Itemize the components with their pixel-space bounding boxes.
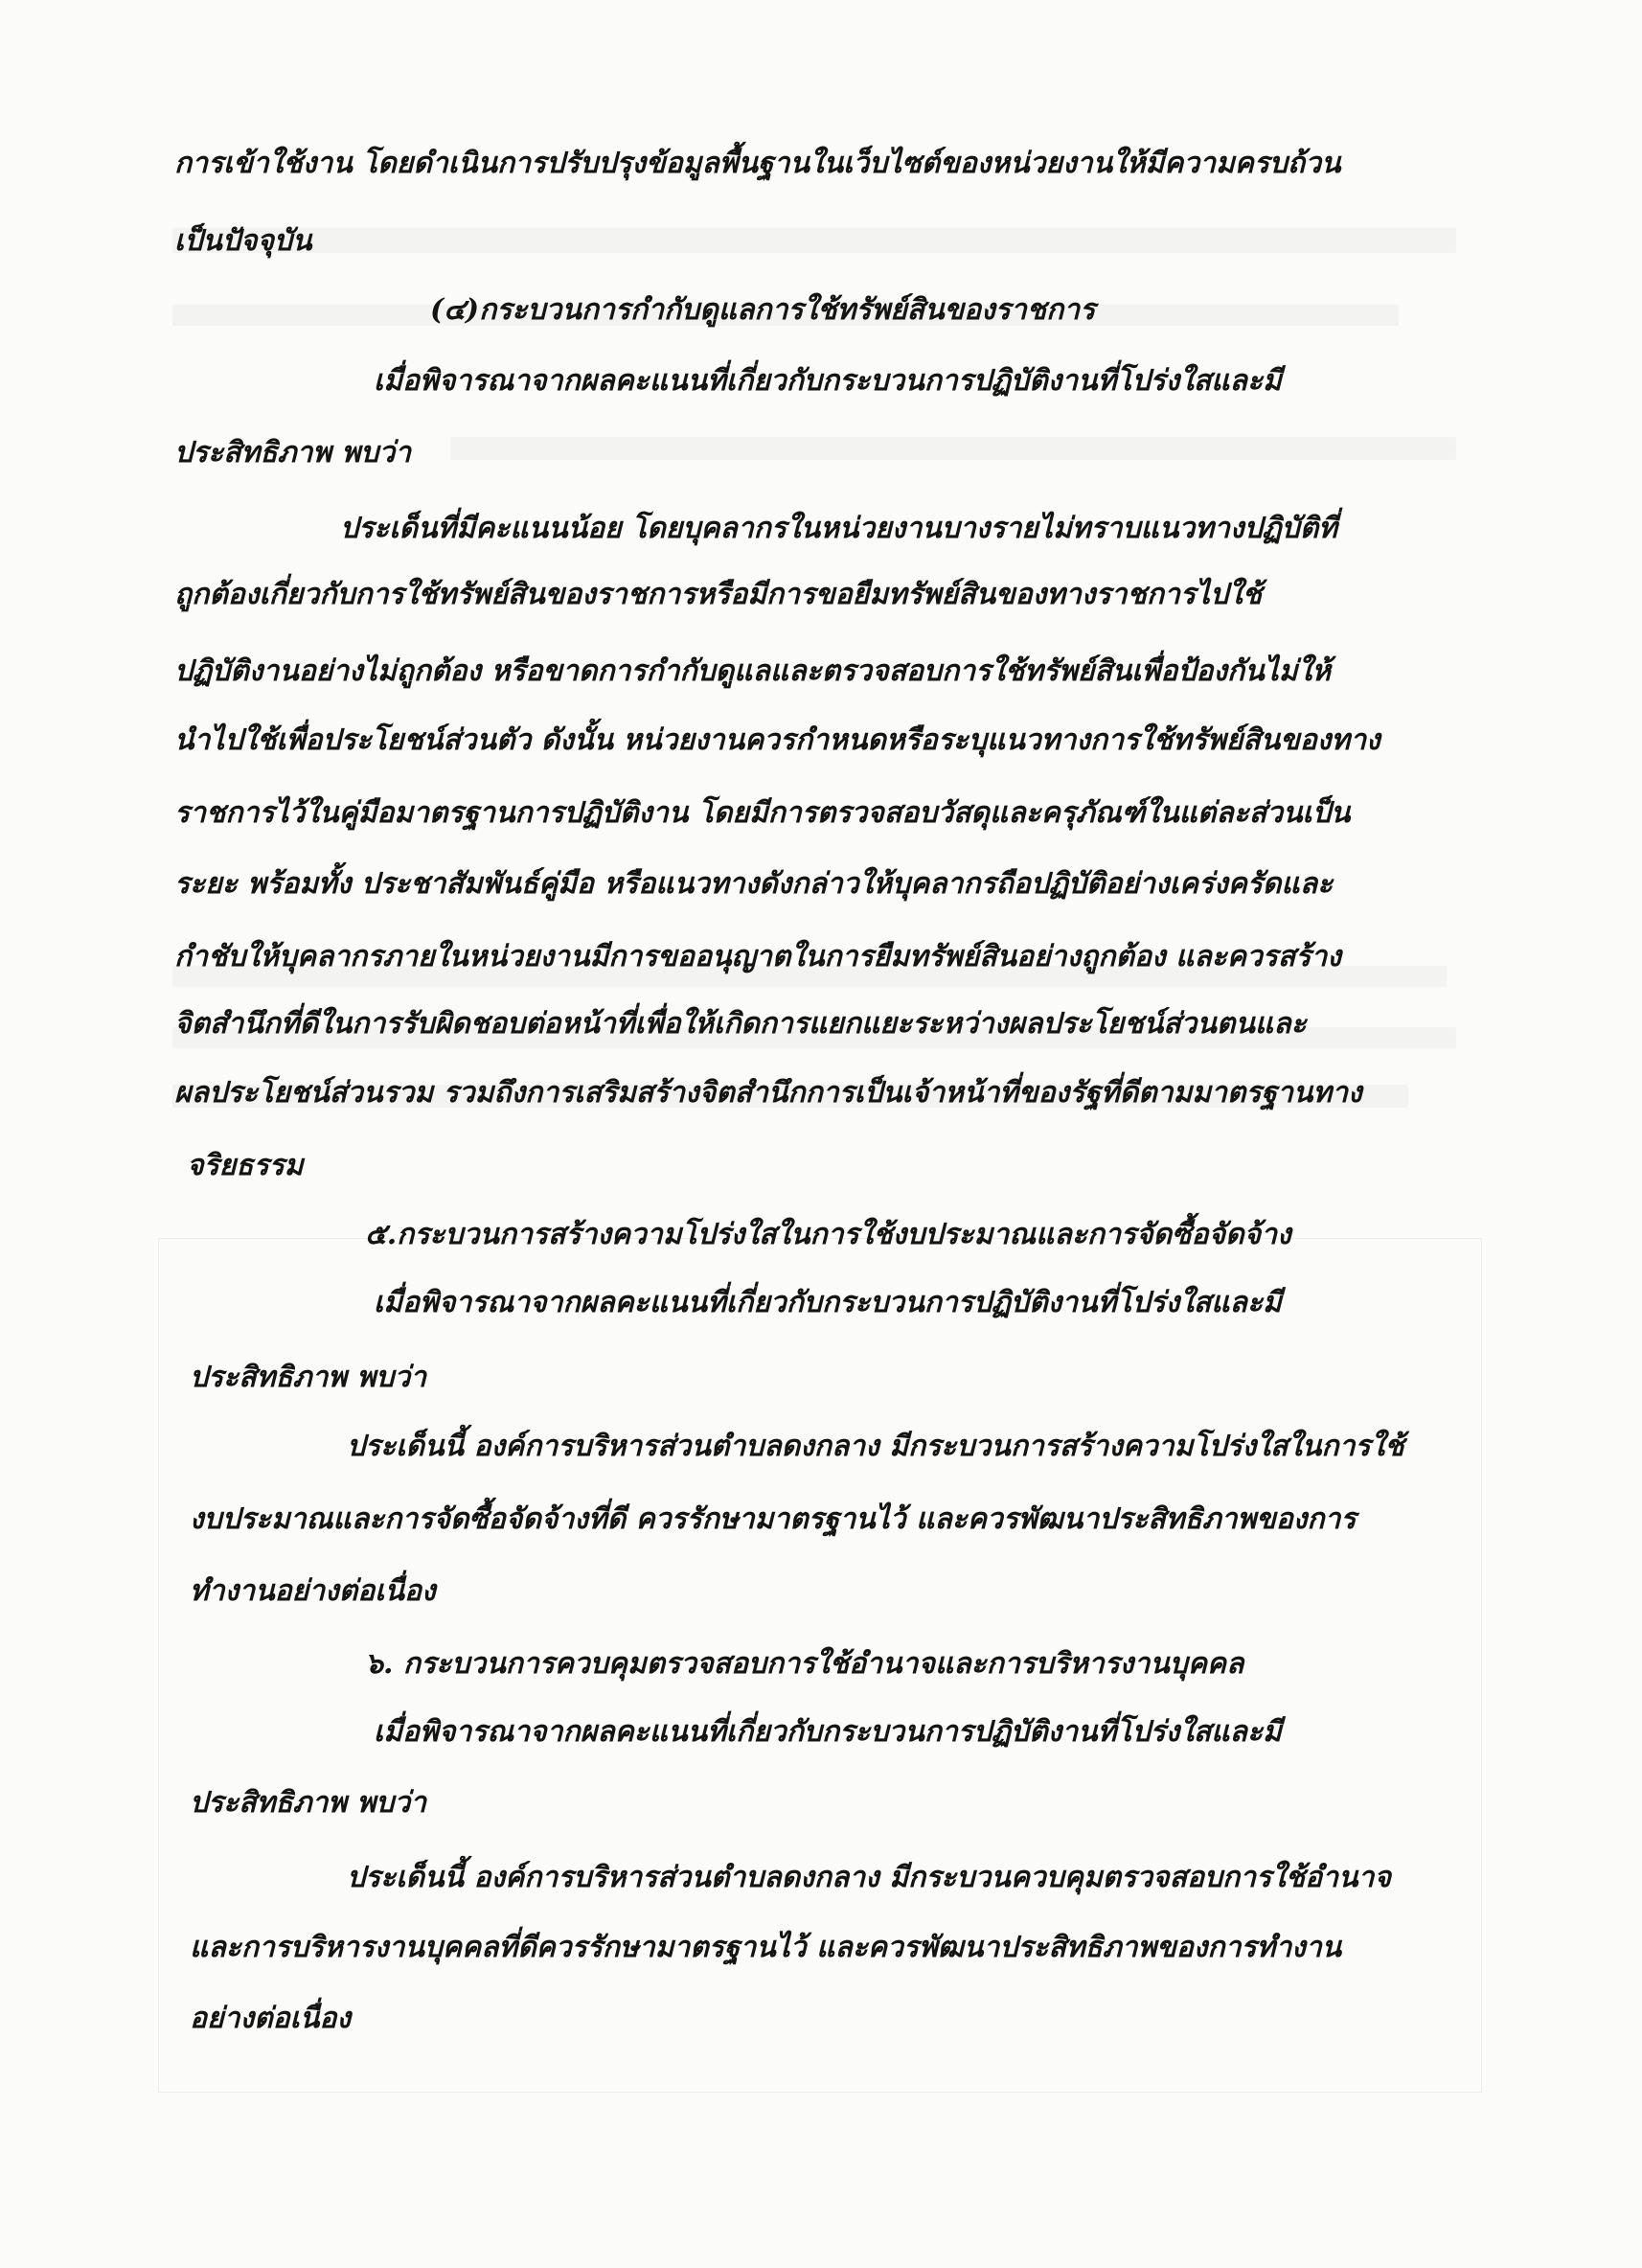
body-line: ประสิทธิภาพ พบว่า xyxy=(174,436,412,470)
body-line: ผลประโยชน์ส่วนรวม รวมถึงการเสริมสร้างจิตสำนึกการเป็นเจ้าหน้าที่ของรัฐที่ดีตามมาตรฐานทาง xyxy=(174,1076,1362,1110)
body-line: งบประมาณและการจัดซื้อจัดจ้างที่ดี ควรรักษามาตรฐานไว้ และควรพัฒนาประสิทธิภาพของการ xyxy=(190,1502,1357,1536)
body-line: ประเด็นที่มีคะแนนน้อย โดยบุคลากรในหน่วยงานบางรายไม่ทราบแนวทางปฏิบัติที่ xyxy=(340,512,1337,545)
body-line: ประเด็นนี้ องค์การบริหารส่วนตำบลดงกลาง มีกระบวนการสร้างความโปร่งใสในการใช้ xyxy=(347,1430,1404,1463)
body-line: ปฏิบัติงานอย่างไม่ถูกต้อง หรือขาดการกำกับดูแลและตรวจสอบการใช้ทรัพย์สินเพื่อป้องกันไม่ให้ xyxy=(174,654,1332,688)
body-line: ประสิทธิภาพ พบว่า xyxy=(190,1786,427,1820)
body-line: กำชับให้บุคลากรภายในหน่วยงานมีการขออนุญาตในการยืมทรัพย์สินอย่างถูกต้อง และควรสร้าง xyxy=(174,940,1341,974)
section-heading: ๖. กระบวนการควบคุมตรวจสอบการใช้อำนาจและการบริหารงานบุคคล xyxy=(365,1647,1244,1681)
bleed-through-mark xyxy=(450,437,1456,460)
body-line: เมื่อพิจารณาจากผลคะแนนที่เกี่ยวกับกระบวนการปฏิบัติงานที่โปร่งใสและมี xyxy=(374,1286,1282,1319)
body-line: และการบริหารงานบุคคลที่ดีควรรักษามาตรฐานไว้ และควรพัฒนาประสิทธิภาพของการทำงาน xyxy=(190,1931,1342,1964)
body-line: การเข้าใช้งาน โดยดำเนินการปรับปรุงข้อมูลพื้นฐานในเว็บไซต์ของหน่วยงานให้มีความครบถ้วน xyxy=(174,147,1341,180)
body-line: ประเด็นนี้ องค์การบริหารส่วนตำบลดงกลาง มีกระบวนควบคุมตรวจสอบการใช้อำนาจ xyxy=(347,1861,1391,1894)
body-line: ทำงานอย่างต่อเนื่อง xyxy=(190,1574,436,1608)
bleed-through-mark xyxy=(172,228,1456,253)
body-line: จริยธรรม xyxy=(187,1149,304,1182)
body-line: จิตสำนึกที่ดีในการรับผิดชอบต่อหน้าที่เพื่อให้เกิดการแยกแยะระหว่างผลประโยชน์ส่วนตนและ xyxy=(174,1007,1307,1041)
body-line: เมื่อพิจารณาจากผลคะแนนที่เกี่ยวกับกระบวนการปฏิบัติงานที่โปร่งใสและมี xyxy=(374,364,1282,398)
body-line: อย่างต่อเนื่อง xyxy=(190,2002,352,2035)
body-line: ประสิทธิภาพ พบว่า xyxy=(190,1361,427,1394)
body-line: นำไปใช้เพื่อประโยชน์ส่วนตัว ดังนั้น หน่วยงานควรกำหนดหรือระบุแนวทางการใช้ทรัพย์สินของทาง xyxy=(174,723,1380,757)
body-line: ราชการไว้ในคู่มือมาตรฐานการปฏิบัติงาน โดยมีการตรวจสอบวัสดุและครุภัณฑ์ในแต่ละส่วนเป็น xyxy=(174,796,1351,830)
section-heading: ๕.กระบวนการสร้างความโปร่งใสในการใช้งบประมาณและการจัดซื้อจัดจ้าง xyxy=(365,1218,1291,1251)
section-heading: (๔)กระบวนการกำกับดูแลการใช้ทรัพย์สินของราชการ xyxy=(430,293,1096,327)
body-line: เป็นปัจจุบัน xyxy=(174,224,312,258)
body-line: เมื่อพิจารณาจากผลคะแนนที่เกี่ยวกับกระบวนการปฏิบัติงานที่โปร่งใสและมี xyxy=(374,1715,1282,1749)
body-line: ระยะ พร้อมทั้ง ประชาสัมพันธ์คู่มือ หรือแนวทางดังกล่าวให้บุคลากรถือปฏิบัติอย่างเคร่งครัดและ xyxy=(174,867,1334,901)
body-line: ถูกต้องเกี่ยวกับการใช้ทรัพย์สินของราชการหรือมีการขอยืมทรัพย์สินของทางราชการไปใช้ xyxy=(174,578,1263,611)
